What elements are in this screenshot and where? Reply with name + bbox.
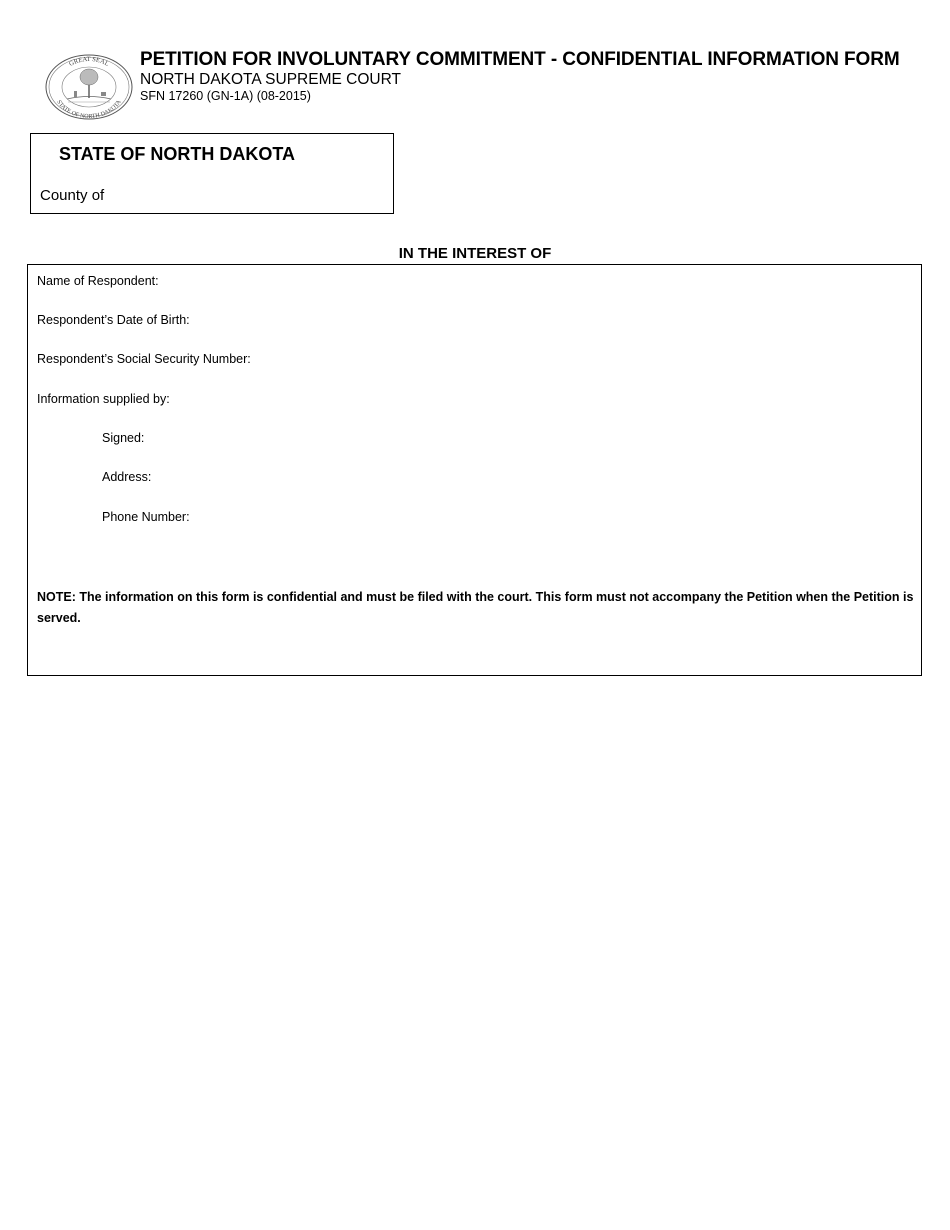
court-name: NORTH DAKOTA SUPREME COURT <box>140 71 401 88</box>
address-label: Address: <box>102 470 152 484</box>
caption-box <box>30 133 394 214</box>
information-box <box>27 264 922 676</box>
respondent-ssn-label: Respondent’s Social Security Number: <box>37 352 251 366</box>
supplied-by-label: Information supplied by: <box>37 392 170 406</box>
phone-number-label: Phone Number: <box>102 510 190 524</box>
signed-label: Signed: <box>102 431 145 445</box>
svg-text:GREAT SEAL <box>68 56 110 68</box>
confidentiality-note: NOTE: The information on this form is confidential and must be filed with the court. This form must not accompany the Petition when the Petition is served. <box>37 590 914 625</box>
state-label: STATE OF NORTH DAKOTA <box>59 144 295 164</box>
seal-top-text: GREAT SEAL <box>68 55 110 68</box>
form-title: PETITION FOR INVOLUNTARY COMMITMENT - CONFIDENTIAL INFORMATION FORM <box>140 49 900 70</box>
respondent-name-label: Name of Respondent: <box>37 274 159 288</box>
seal-bottom-text: STATE OF NORTH DAKOTA <box>55 99 123 120</box>
county-label: County of <box>40 187 105 204</box>
interest-heading: IN THE INTEREST OF <box>398 245 552 262</box>
great-seal-icon <box>44 54 134 120</box>
form-number: SFN 17260 (GN-1A) (08-2015) <box>140 89 311 103</box>
respondent-dob-label: Respondent’s Date of Birth: <box>37 313 190 327</box>
